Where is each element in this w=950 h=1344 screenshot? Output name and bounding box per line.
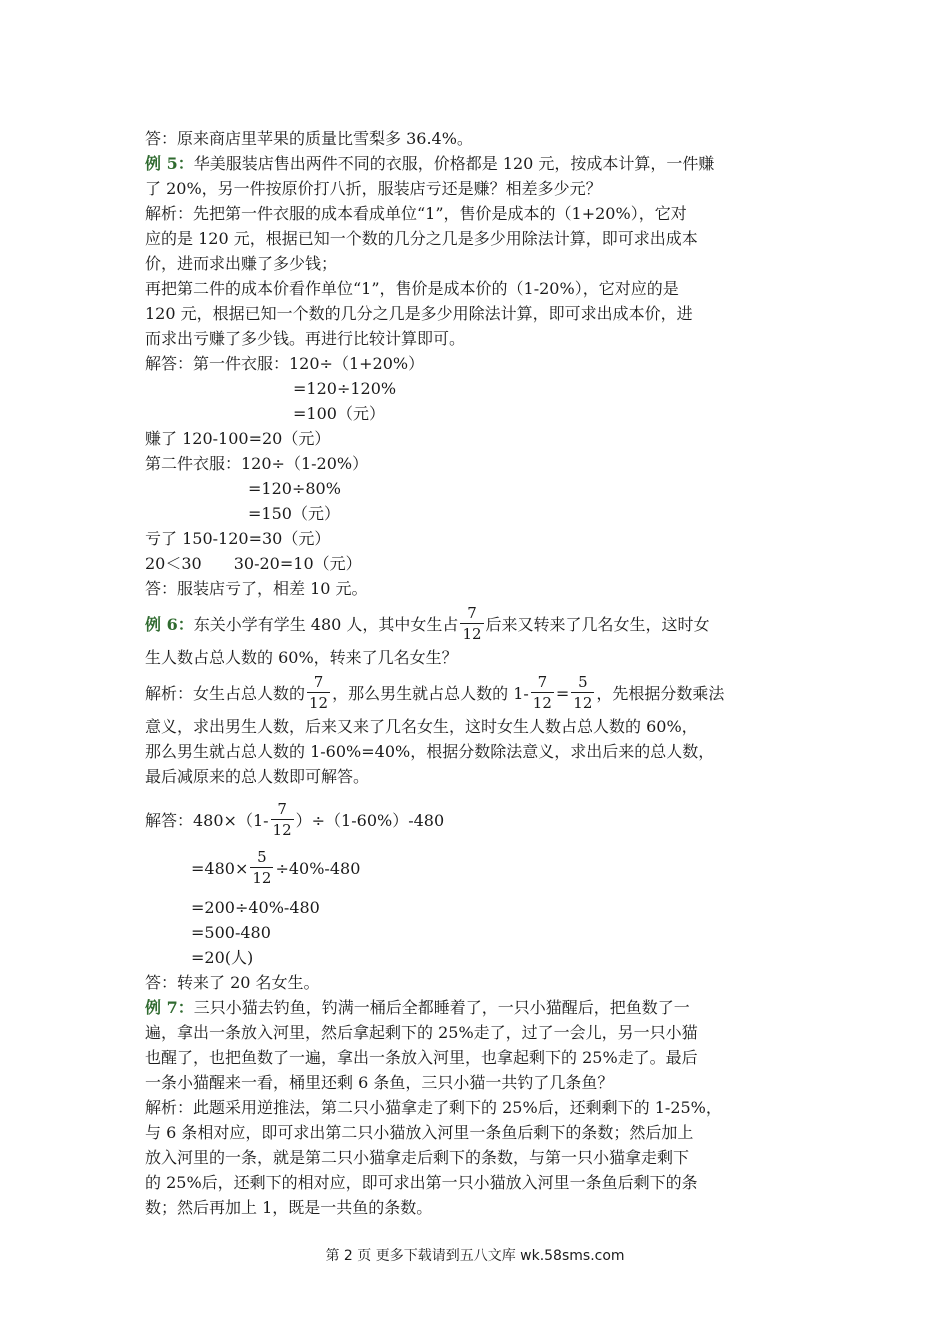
solution-line <box>145 551 813 576</box>
analysis-line: 最后减原来的总人数即可解答。 <box>145 767 370 786</box>
example-7-question <box>145 995 813 1020</box>
solution-line: =100（元） <box>293 404 385 423</box>
answer-line: 答：转来了 20 名女生。 <box>145 973 320 992</box>
analysis-line: 应的是 120 元，根据已知一个数的几分之几是多少用除法计算，即可求出成本 <box>145 229 698 248</box>
example-6-question-cont: 生人数占总人数的 60%，转来了几名女生？ <box>145 648 458 667</box>
example-7-question-cont: 也醒了，也把鱼数了一遍，拿出一条放入河里，也拿起剩下的 25%走了。最后 <box>145 1048 698 1067</box>
text: 东关小学有学生 480 人，其中女生占 <box>193 615 459 634</box>
example-5-question <box>145 151 813 176</box>
solution-line: =480× $\frac{5}{12}$ ÷40%-480 <box>191 848 361 887</box>
solution-line: =200÷40%-480 <box>191 898 320 917</box>
solution-line: 亏了 150-120=30（元） <box>145 529 331 548</box>
example-7-label: 例 7： <box>145 998 194 1017</box>
text: 三只小猫去钓鱼，钓满一桶后全都睡着了，一只小猫醒后，把鱼数了一 <box>193 998 690 1017</box>
solution-line: =20(人) <box>191 948 254 967</box>
difference: 30-20=10（元） <box>233 554 362 573</box>
analysis-line: 意义，求出男生人数，后来又来了几名女生，这时女生人数占总人数的 60%， <box>145 717 698 736</box>
example-6-label: 例 6： <box>145 615 194 634</box>
solution-line: =500-480 <box>191 923 271 942</box>
analysis-line: 与 6 条相对应，即可求出第二只小猫放入河里一条鱼后剩下的条数；然后加上 <box>145 1123 694 1142</box>
fraction-7-12: $\frac{7}{12}$ <box>532 673 552 712</box>
analysis-line: 那么男生就占总人数的 1-60%=40%，根据分数除法意义，求出后来的总人数， <box>145 742 715 761</box>
analysis-line: 放入河里的一条，就是第二只小猫拿走后剩下的条数，与第一只小猫拿走剩下 <box>145 1148 690 1167</box>
analysis-line: 120 元，根据已知一个数的几分之几是多少用除法计算，即可求出成本价，进 <box>145 304 693 323</box>
document-body <box>145 126 813 1220</box>
fraction-5-12: $\frac{5}{12}$ <box>573 673 593 712</box>
analysis-line: 解析：先把第一件衣服的成本看成单位“1”，售价是成本的（1+20%），它对 <box>145 204 687 223</box>
solution-line: =120÷120% <box>293 379 397 398</box>
analysis-line: 解析：此题采用逆推法，第二只小猫拿走了剩下的 25%后，还剩剩下的 1-25%， <box>145 1098 722 1117</box>
fraction-7-12: $\frac{7}{12}$ <box>309 673 329 712</box>
answer-line: 答：原来商店里苹果的质量比雪梨多 36.4%。 <box>145 129 473 148</box>
example-6-question <box>145 605 813 645</box>
solution-line: 赚了 120-100=20（元） <box>145 429 331 448</box>
fraction-5-12: $\frac{5}{12}$ <box>252 848 272 887</box>
fraction-7-12: $\frac{7}{12}$ <box>272 800 292 839</box>
solution-line: 解答：第一件衣服：120÷（1+20%） <box>145 354 425 373</box>
analysis-line: 再把第二件的成本价看作单位“1”，售价是成本价的（1-20%），它对应的是 <box>145 279 679 298</box>
analysis-line: 数；然后再加上 1，既是一共鱼的条数。 <box>145 1198 433 1217</box>
solution-line: 第二件衣服：120÷（1-20%） <box>145 454 369 473</box>
text: 后来又转来了几名女生，这时女 <box>485 615 710 634</box>
example-7-question-cont: 遍，拿出一条放入河里，然后拿起剩下的 25%走了，过了一会儿，另一只小猫 <box>145 1023 698 1042</box>
example-7-question-cont: 一条小猫醒来一看，桶里还剩 6 条鱼，三只小猫一共钓了几条鱼？ <box>145 1073 614 1092</box>
solution-line: =120÷80% <box>248 479 341 498</box>
fraction-7-12: $\frac{7}{12}$ <box>462 604 482 643</box>
analysis-line: 的 25%后，还剩下的相对应，即可求出第一只小猫放入河里一条鱼后剩下的条 <box>145 1173 698 1192</box>
solution-line: =150（元） <box>248 504 340 523</box>
example-5-label: 例 5： <box>145 154 194 173</box>
analysis-line: 而求出亏赚了多少钱。再进行比较计算即可。 <box>145 329 466 348</box>
answer-line: 答：服装店亏了，相差 10 元。 <box>145 579 368 598</box>
solution-line: 解答：480×（1- $\frac{7}{12}$ ）÷（1-60%）-480 <box>145 800 445 839</box>
example-5-question-cont: 了 20%，另一件按原价打八折，服装店亏还是赚？相差多少元？ <box>145 179 602 198</box>
analysis-line: 价，进而求出赚了多少钱； <box>145 254 338 273</box>
analysis-line: 解析：女生占总人数的 $\frac{7}{12}$ ，那么男生就占总人数的 1- $\frac{7}{12}$ = $\frac{5}{12}$ ，先根据分数乘法 <box>145 673 725 712</box>
page-footer: 第 2 页 更多下载请到五八文库 wk.58sms.com <box>325 1248 625 1264</box>
text: 华美服装店售出两件不同的衣服，价格都是 120 元，按成本计算，一件赚 <box>193 154 715 173</box>
comparison: 20＜30 <box>145 554 202 573</box>
